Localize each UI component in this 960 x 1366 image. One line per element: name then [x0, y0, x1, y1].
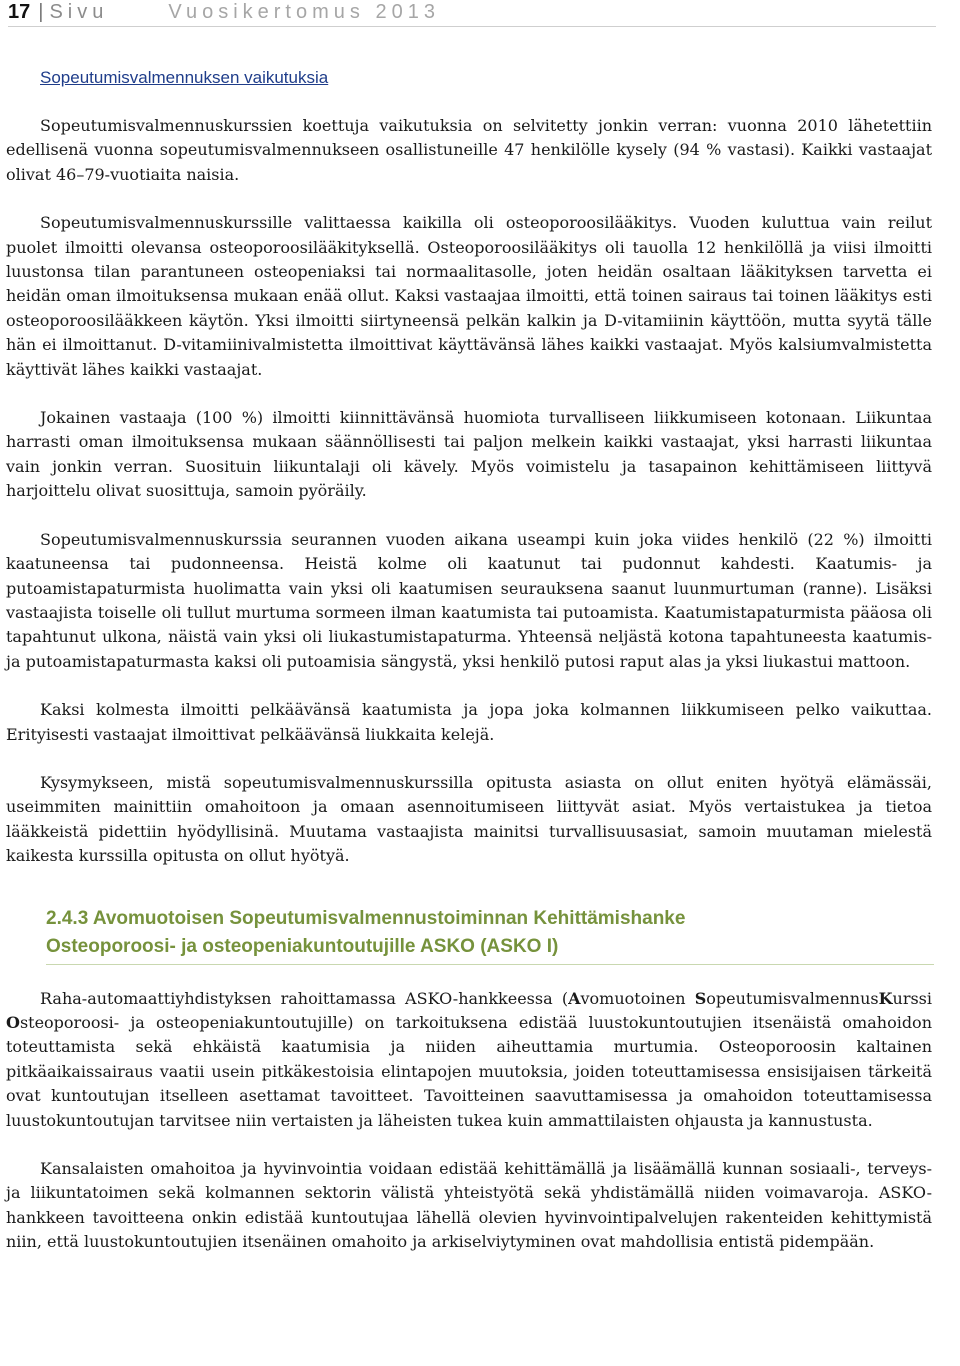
paragraph-cooperation: Kansalaisten omahoitoa ja hyvinvointia voidaan edistää kehittämällä ja lisäämällä kunnan sosiaali-, terveys- ja liikuntatoimen sekä kolmannen sektorin välistä yhteistyötä sekä yhdistämällä niiden voimavaroja. ASKO-hankkeen tavoitteena onkin edistää kuntoutujaa lähellä olevien hyvinvointipalvelujen rakenteiden kehittymistä niin, että luustokuntoutujien itsenäinen omahoito ja arkiselviytyminen ovat mahdollisia entistä pidempään. [6, 1159, 932, 1252]
asko-text-5: steoporoosi- ja osteopeniakuntoutujille) on tarkoituksena edistää luustokuntoutujien itsenäistä omahoidon toteuttamista sekä ehkäistä kaatumisia ja niiden aiheuttamia murtumia. Osteoporoosin kaltainen pitkäaikaissairaus vaatii usein pitkäkestoisia elintapojen muutoksia, joiden toteuttamisessa ensisijaisen tärkeitä ovat kuntoutujan itselleen asettamat tavoitteet. Tavoitteinen saavuttamisessa ja omahoidon toteuttamisessa luustokuntoutujan tarvitsee niin vertaisten ja läheisten tukea kuin ammattilaisten ohjausta ja kannustusta. [6, 1012, 932, 1130]
asko-text-4: urssi [892, 988, 933, 1008]
page-label: Sivu [49, 1, 109, 23]
section-heading-line2: Osteoporoosi- ja osteopeniakuntoutujille ASKO (ASKO I) [46, 935, 559, 957]
asko-bold-o: O [6, 1012, 20, 1032]
asko-bold-s: S [694, 988, 707, 1008]
section-heading [46, 905, 934, 965]
page-number: 17 [8, 1, 31, 23]
asko-text-1: Raha-automaattiyhdistyksen rahoittamassa ASKO-hankkeessa ( [40, 988, 569, 1008]
paragraph-benefits: Kysymykseen, mistä sopeutumisvalmennuskurssilla opitusta asiasta on ollut eniten hyötyä elämässäi, useimmiten mainittiin omahoitoon ja omaan asennoitumiseen liittyvät asiat. Myös vertaistukea ja tietoa lääkkeistä pidettiin hyödyllisinä. Muutama vastaajista mainitsi turvallisuusasiat, samoin muutaman mielestä kaikesta kurssilla opitusta on ollut hyötyä. [6, 772, 932, 866]
page-content [6, 66, 932, 1279]
asko-bold-a: A [568, 988, 581, 1008]
paragraph-survey: Sopeutumisvalmennuskurssien koettuja vaikutuksia on selvitetty jonkin verran: vuonna 2010 lähetettiin edellisenä vuonna sopeutumisvalmennukseen osallistuneille 47 henkilölle kysely (94 % vastasi). Kaikki vastaajat olivat 46–79-vuotiaita naisia. [6, 116, 932, 184]
paragraph-fear: Kaksi kolmesta ilmoitti pelkäävänsä kaatumista ja jopa joka kolmannen liikkumiseen pelko vaikuttaa. Erityisesti vastaajat ilmoittivat pelkäävänsä liukkaita kelejä. [6, 700, 932, 744]
section-link[interactable]: Sopeutumisvalmennuksen vaikutuksia [40, 68, 329, 87]
section-heading-line1: 2.4.3 Avomuotoisen Sopeutumisvalmennustoiminnan Kehittämishanke [46, 907, 686, 929]
document-title: Vuosikertomus 2013 [168, 1, 440, 23]
asko-text-3: opeutumisvalmennus [706, 988, 879, 1008]
asko-bold-k: K [878, 988, 893, 1008]
paragraph-asko-intro [6, 987, 932, 1133]
paragraph-falls: Sopeutumisvalmennuskurssia seurannen vuoden aikana useampi kuin joka viides henkilö (22 %) ilmoitti kaatuneensa tai pudonneensa. Heistä kolme oli kaatunut tai pudonnut kahdesti. Kaatumis- ja putoamistapaturmista huolimatta vain yksi oli kaatumisen seurauksena saanut luunmurtuman (ranne). Lisäksi vastaajista toiselle oli tullut murtuma sormeen ilman kaatumista tai putoamista. Kaatumistapaturmista pääosa oli tapahtunut ulkona, näistä vain yksi oli liukastumistapaturma. Yhteensä neljästä kotona tapahtuneesta kaatumis- ja putoamistapaturmasta kaksi oli putoamisia sängystä, yksi henkilö putosi raput alas ja yksi liukastui mattoon. [6, 529, 932, 671]
header-separator: | [38, 1, 44, 23]
page-header [8, 0, 936, 27]
paragraph-medication: Sopeutumisvalmennuskurssille valittaessa kaikilla oli osteoporoosilääkitys. Vuoden kuluttua vain reilut puolet ilmoitti olevansa osteoporoosilääkityksellä. Osteoporoosilääkitys oli tauolla 12 henkilöllä ja viisi ilmoitti luustonsa tilan parantuneen osteopeniaksi tai normaalitasolle, joten heidän osaltaan lääkityksen tarvetta ei heidän oman ilmoituksensa mukaan enää ollut. Kaksi vastaajaa ilmoitti, että toinen sairaus tai toinen lääkitys esti osteoporoosilääkkeen käytön. Yksi ilmoitti siirtyneensä pelkän kalkin ja D-vitamiinin käyttöön, mutta syytä tälle hän ei ilmoittanut. D-vitamiinivalmistetta ilmoittivat käyttävänsä lähes kaikki vastaajat. Myös kalsiumvalmistetta käyttivät lähes kaikki vastaajat. [6, 213, 932, 379]
paragraph-exercise: Jokainen vastaaja (100 %) ilmoitti kiinnittävänsä huomiota turvalliseen liikkumiseen kotonaan. Liikuntaa harrasti oman ilmoituksensa mukaan säännöllisesti tai paljon melkein kaikki vastaajat, yksi harrasti liikuntaa vain jonkin verran. Suosituin liikuntalaji oli kävely. Myös voimistelu ja tasapainon kehittämiseen liittyvä harjoittelu olivat suosittuja, samoin pyöräily. [6, 408, 932, 501]
asko-text-2: vomuotoinen [580, 988, 695, 1008]
